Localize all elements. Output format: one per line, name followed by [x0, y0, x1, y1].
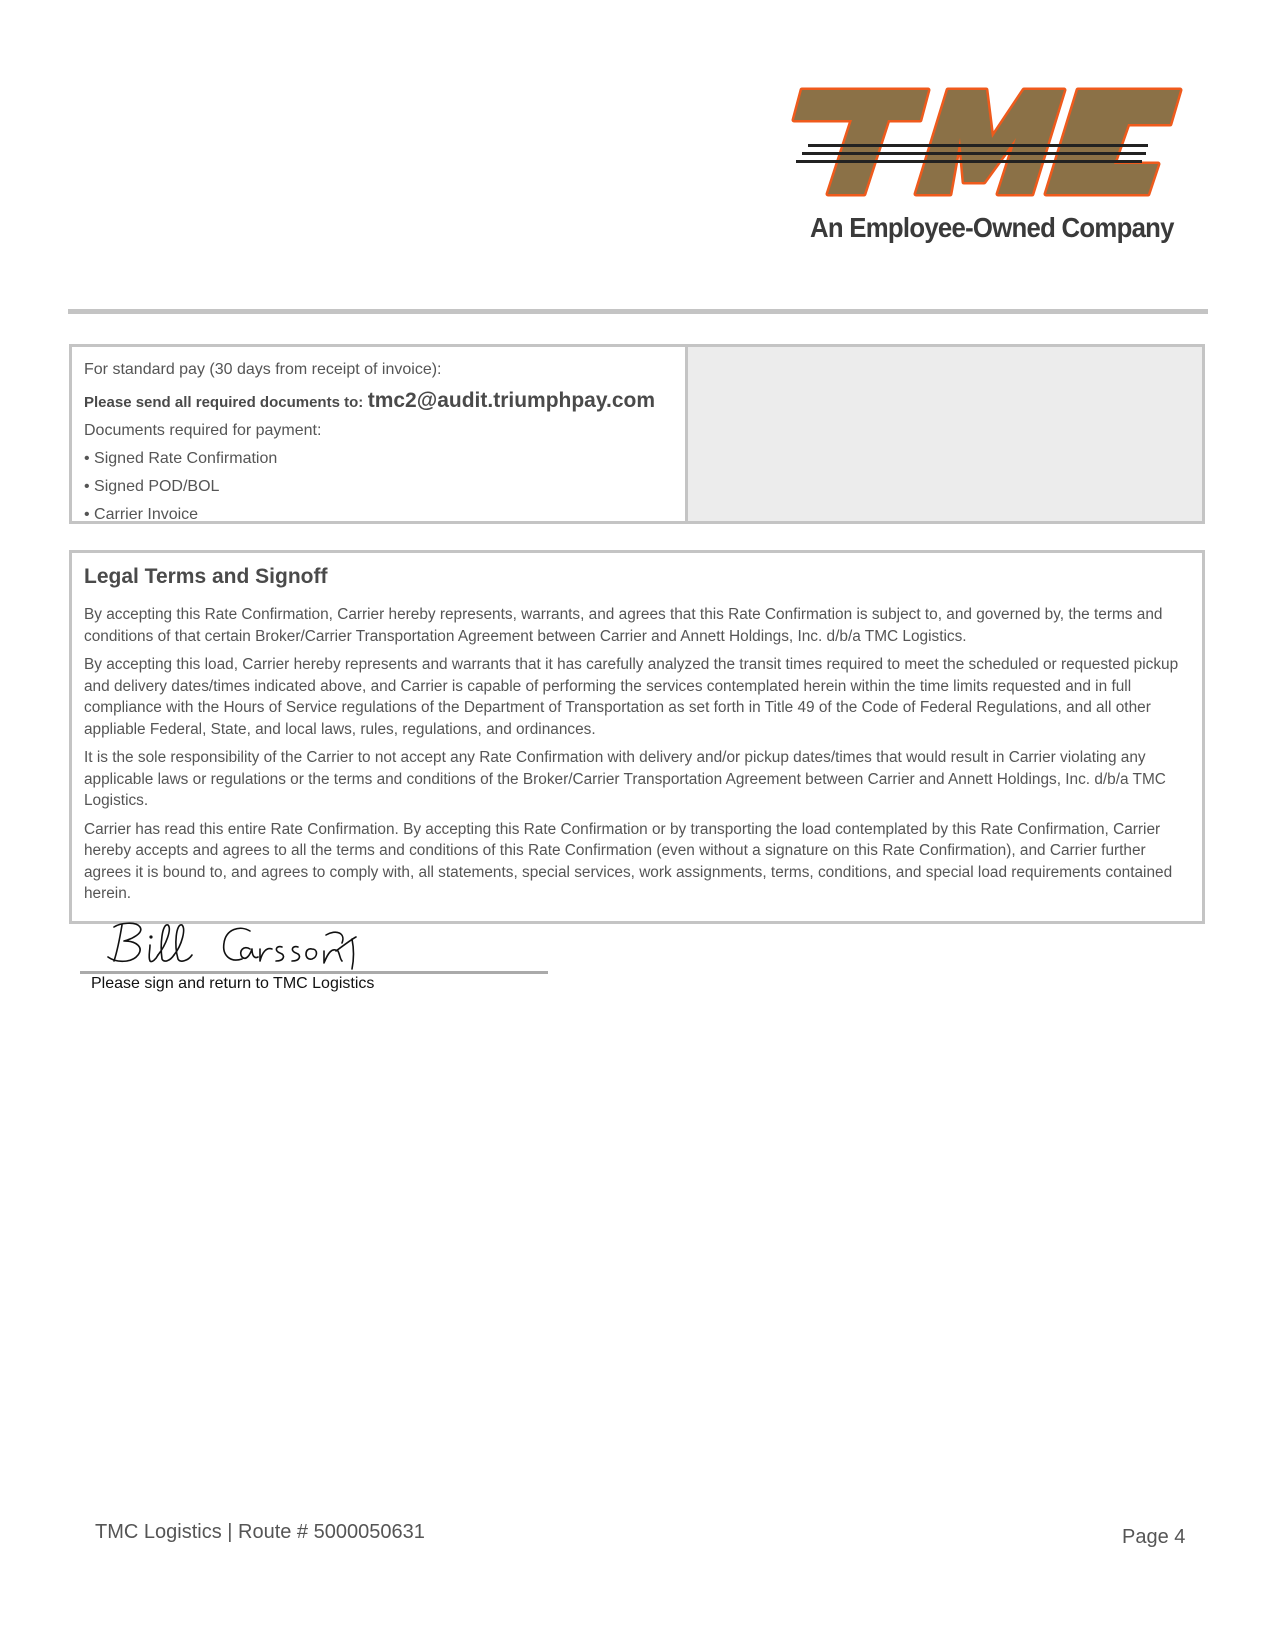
required-document-item: • Carrier Invoice: [84, 506, 199, 523]
logo-letter-c: [1046, 90, 1180, 194]
legal-paragraph: By accepting this load, Carrier hereby represents and warrants that it has carefully analyzed the transit times required to meet the scheduled or requested pickup and delivery dates/times indicated above, and Carrier is capable of performing the services contemplated herein within the time limits requested and in full compliance with the Hours of Service regulations of the Department of Transportation as set forth in Title 49 of the Code of Federal Regulations, and all other appliable Federal, State, and local laws, rules, regulations, and ordinances.: [84, 656, 1179, 738]
signature-block: [80, 915, 550, 1005]
legal-paragraph: Carrier has read this entire Rate Confirmation. By accepting this Rate Confirmation or by transporting the load contemplated by this Rate Confirmation, Carrier hereby accepts and agrees to all the terms and conditions of this Rate Confirmation (even without a signature on this Rate Confirmation), and Carrier further agrees it is bound to, and agrees to comply with, all statements, special services, work assignments, terms, conditions, and special load requirements contained herein.: [84, 820, 1173, 902]
page-number: Page 4: [1122, 1526, 1186, 1548]
handwritten-signature: [100, 915, 380, 975]
required-document-item: • Signed Rate Confirmation: [84, 450, 278, 467]
footer-route-info: TMC Logistics | Route # 5000050631: [95, 1521, 425, 1543]
required-document-item: • Signed POD/BOL: [84, 478, 220, 495]
logo-letter-t: [794, 90, 928, 194]
logo-letter-m: [916, 90, 1064, 194]
send-documents-label: Please send all required documents to:: [84, 394, 364, 411]
signature-caption: Please sign and return to TMC Logistics: [91, 975, 375, 992]
signature-line: [80, 971, 548, 974]
legal-terms-section: [69, 550, 1205, 924]
documents-required-header: Documents required for payment:: [84, 422, 322, 439]
logo-stripe: [796, 160, 1142, 163]
logo-stripe: [802, 152, 1146, 155]
send-documents-line: [84, 385, 685, 417]
payment-instructions: [72, 347, 688, 521]
tmc-logo-mark: [788, 86, 1188, 211]
legal-paragraph: It is the sole responsibility of the Carrier to not accept any Rate Confirmation with delivery and/or pickup dates/times that would result in Carrier violating any applicable laws or regulations or the terms and conditions of the Broker/Carrier Transportation Agreement between Carrier and Annett Holdings, Inc. d/b/a TMC Logistics.: [84, 749, 1166, 809]
logo-tagline: An Employee-Owned Company: [810, 212, 1174, 243]
company-logo: [788, 86, 1188, 256]
payment-side-panel: [688, 347, 1202, 521]
legal-terms-title: Legal Terms and Signoff: [84, 565, 328, 588]
payment-instructions-box: [69, 344, 1205, 524]
audit-email-address: tmc2@audit.triumphpay.com: [367, 389, 655, 412]
legal-paragraph: By accepting this Rate Confirmation, Carrier hereby represents, warrants, and agrees that this Rate Confirmation is subject to, and governed by, the terms and conditions of that certain Broker/Carrier Transportation Agreement between Carrier and Annett Holdings, Inc. d/b/a TMC Logistics.: [84, 606, 1163, 645]
logo-stripe: [808, 144, 1148, 147]
standard-pay-text: For standard pay (30 days from receipt of invoice):: [84, 361, 442, 378]
header-divider: [68, 309, 1208, 314]
